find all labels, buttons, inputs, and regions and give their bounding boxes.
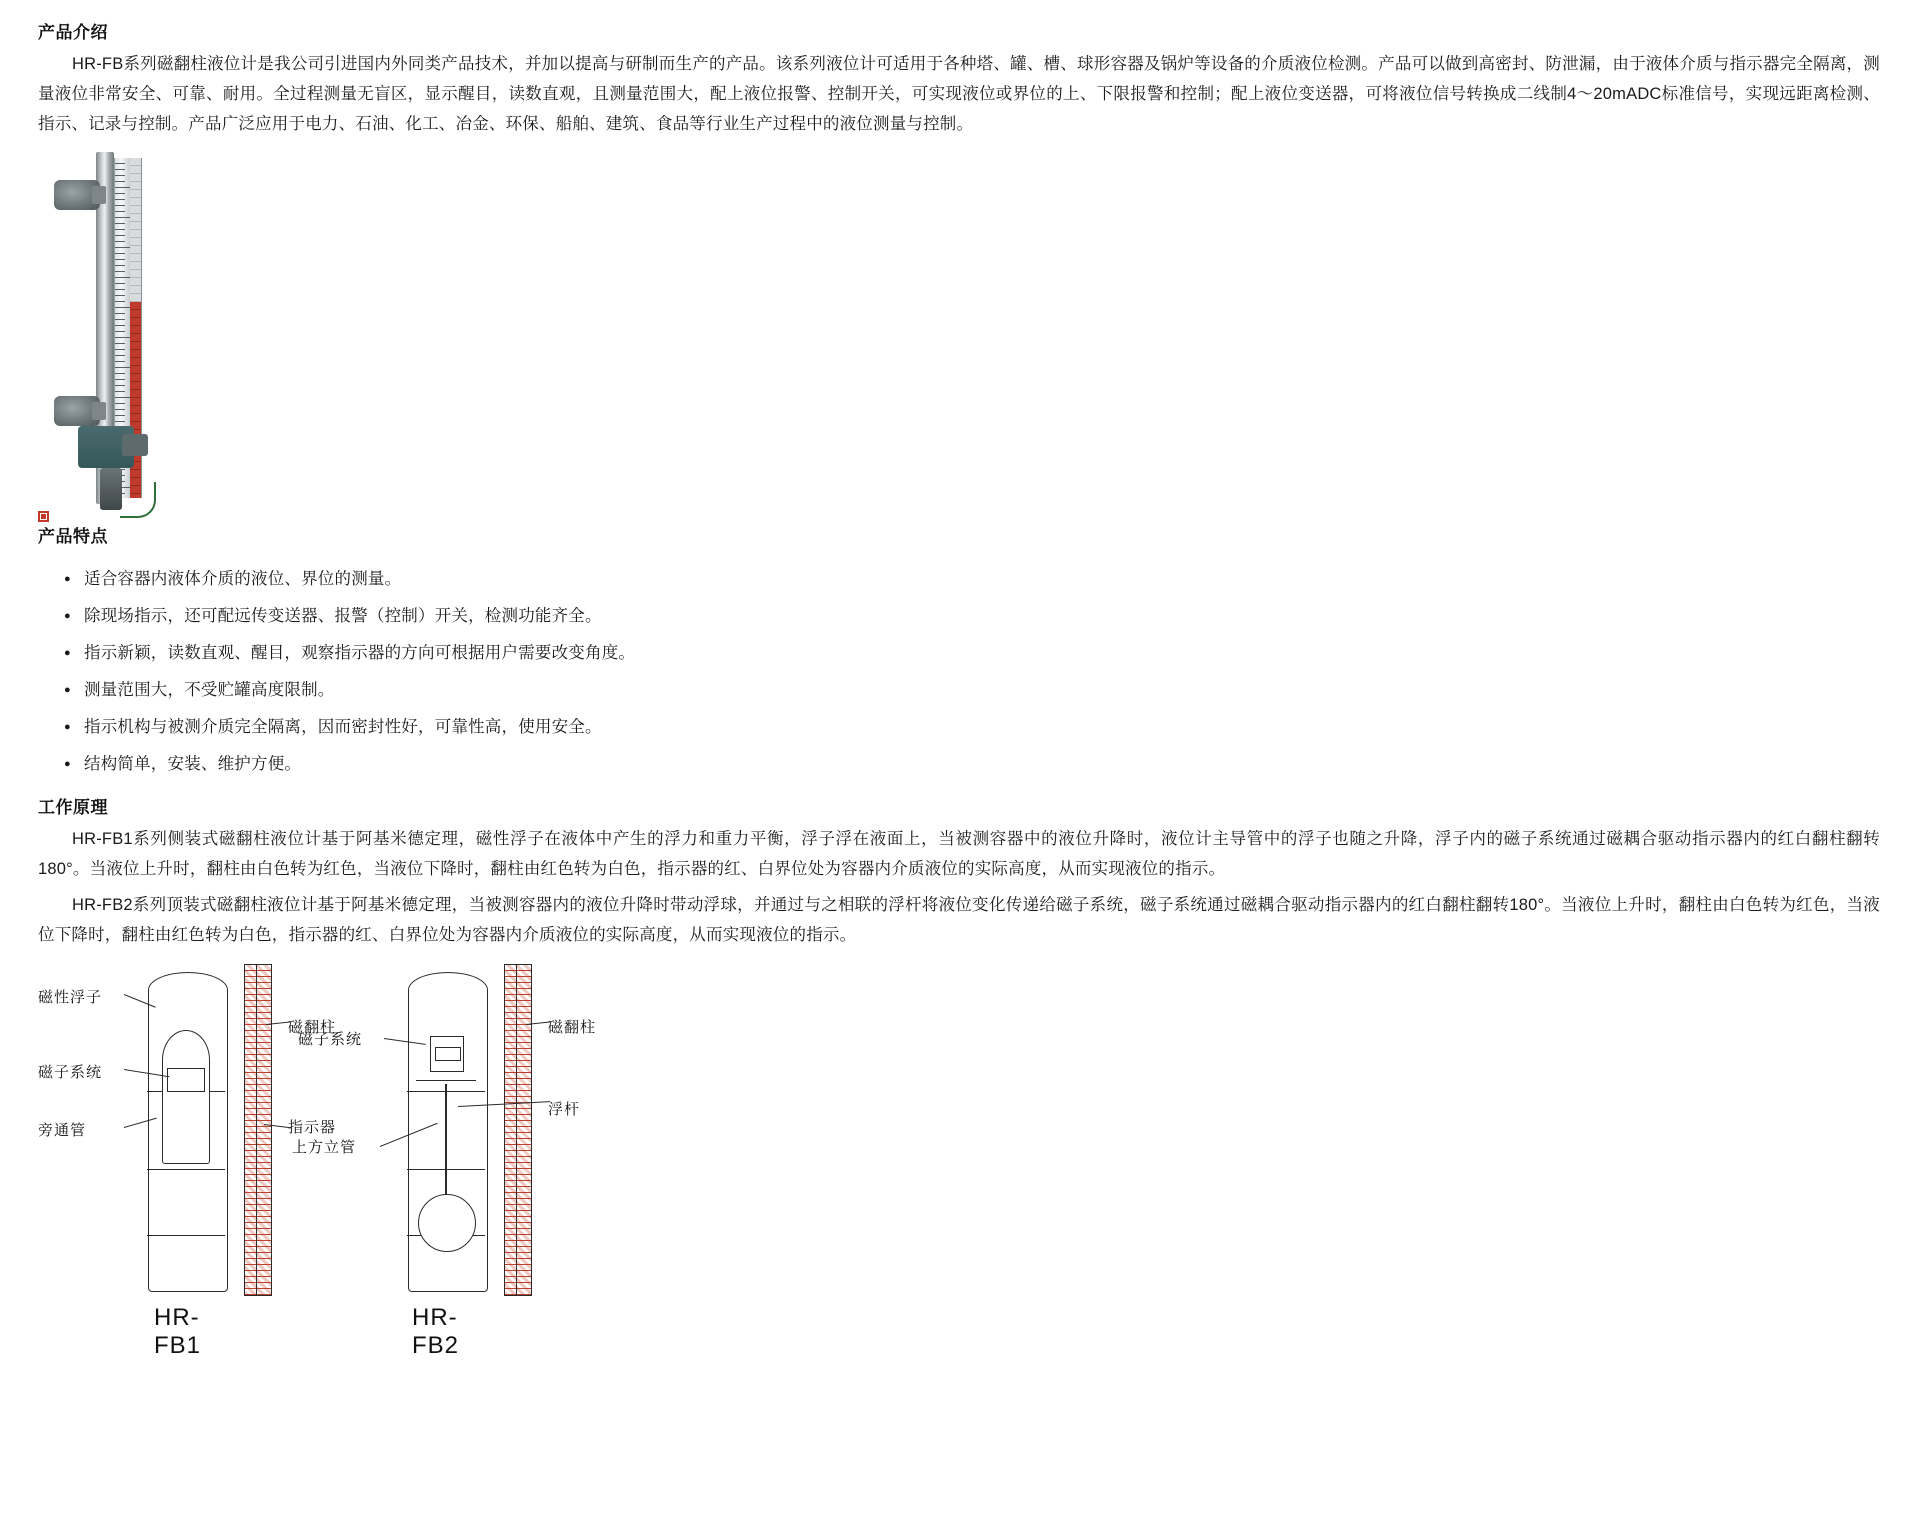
fb1-label-flip-column: 磁翻柱 [288, 1019, 337, 1036]
list-item: ● 除现场指示，还可配远传变送器、报警（控制）开关，检测功能齐全。 [38, 598, 1880, 635]
fb2-label-top-riser: 上方立管 [292, 1139, 357, 1156]
fb1-indicator-column [244, 964, 272, 1296]
fb1-magnet-system [167, 1068, 205, 1092]
section-title-features: 产品特点 [38, 527, 108, 546]
fb2-magnet-system [430, 1036, 464, 1072]
fb2-float-ball [418, 1194, 476, 1252]
fb1-magnetic-float [162, 1030, 210, 1164]
fb2-guide-plate [416, 1080, 476, 1081]
feature-list [38, 561, 1880, 783]
list-item: ● 指示机构与被测介质完全隔离，因而密封性好，可靠性高，使用安全。 [38, 709, 1880, 746]
fb1-pipe-joint [147, 1235, 225, 1236]
fb2-indicator-column [504, 964, 532, 1296]
fb1-label-magnet-system: 磁子系统 [38, 1064, 103, 1081]
fb2-indicator-center-line [516, 965, 517, 1295]
fb1-label-indicator: 指示器 [288, 1119, 337, 1136]
section-title-intro: 产品介绍 [38, 23, 108, 42]
fb2-model-name: HR-FB2 [412, 1304, 460, 1359]
fb1-indicator-center-line [256, 965, 257, 1295]
principle-paragraph-1: HR-FB1系列侧装式磁翻柱液位计基于阿基米德定理，磁性浮子在液体中产生的浮力和重力平衡，浮子浮在液面上，当被测容器中的液位升降时，液位计主导管中的浮子也随之升降，浮子内的磁子系统通过磁耦合驱动指示器内的红白翻柱翻转180°。当液位上升时，翻柱由白色转为红色，当液位下降时，翻柱由红色转为白色，指示器的红、白界位处为容器内介质液位的实际高度，从而实现液位的指示。 [38, 830, 1880, 878]
fb2-label-magnet-system: 磁子系统 [298, 1031, 363, 1048]
section-title-principle: 工作原理 [38, 798, 108, 817]
list-item: ● 指示新颖，读数直观、醒目，观察指示器的方向可根据用户需要改变角度。 [38, 635, 1880, 672]
marker-row-features [38, 511, 1880, 522]
list-item: ● 适合容器内液体介质的液位、界位的测量。 [38, 561, 1880, 598]
fb1-pipe-joint [147, 1169, 225, 1170]
red-square-icon [38, 511, 49, 522]
principle-diagrams [38, 964, 1880, 1359]
photo-bottom-valve [100, 468, 122, 510]
photo-cable [120, 482, 156, 518]
list-item: ● 测量范围大，不受贮罐高度限制。 [38, 672, 1880, 709]
fb2-float-rod [445, 1084, 447, 1202]
fb1-label-magnetic-float: 磁性浮子 [38, 989, 103, 1006]
photo-indicator-red-section [130, 302, 141, 498]
fb2-label-flip-column: 磁翻柱 [548, 1019, 597, 1036]
list-item: ● 结构简单，安装、维护方便。 [38, 746, 1880, 783]
principle-paragraph-2: HR-FB2系列顶装式磁翻柱液位计基于阿基米德定理，当被测容器内的液位升降时带动浮球，并通过与之相联的浮杆将液位变化传递给磁子系统，磁子系统通过磁耦合驱动指示器内的红白翻柱翻转180°。当液位上升时，翻柱由白色转为红色，当液位下降时，翻柱由红色转为白色，指示器的红、白界位处为容器内介质液位的实际高度，从而实现液位的指示。 [38, 896, 1880, 944]
intro-paragraph: HR-FB系列磁翻柱液位计是我公司引进国内外同类产品技术，并加以提高与研制而生产的产品。该系列液位计可适用于各种塔、罐、槽、球形容器及锅炉等设备的介质液位检测。产品可以做到高密封、防泄漏，由于液体介质与指示器完全隔离，测量液位非常安全、可靠、耐用。全过程测量无盲区，显示醒目，读数直观，且测量范围大，配上液位报警、控制开关，可实现液位或界位的上、下限报警和控制；配上液位变送器，可将液位信号转换成二线制4～20mADC标准信号，实现远距离检测、指示、记录与控制。产品广泛应用于电力、石油、化工、冶金、环保、船舶、建筑、食品等行业生产过程中的液位测量与控制。 [38, 55, 1880, 133]
photo-transmitter-head [78, 426, 134, 468]
photo-flange-bottom [54, 396, 100, 426]
product-photo [48, 152, 188, 522]
fb1-label-bypass-pipe: 旁通管 [38, 1122, 87, 1139]
fb2-label-float-rod: 浮杆 [548, 1101, 581, 1118]
photo-spacer [38, 139, 1880, 511]
fb1-model-name: HR-FB1 [154, 1304, 202, 1359]
photo-flange-top [54, 180, 100, 210]
